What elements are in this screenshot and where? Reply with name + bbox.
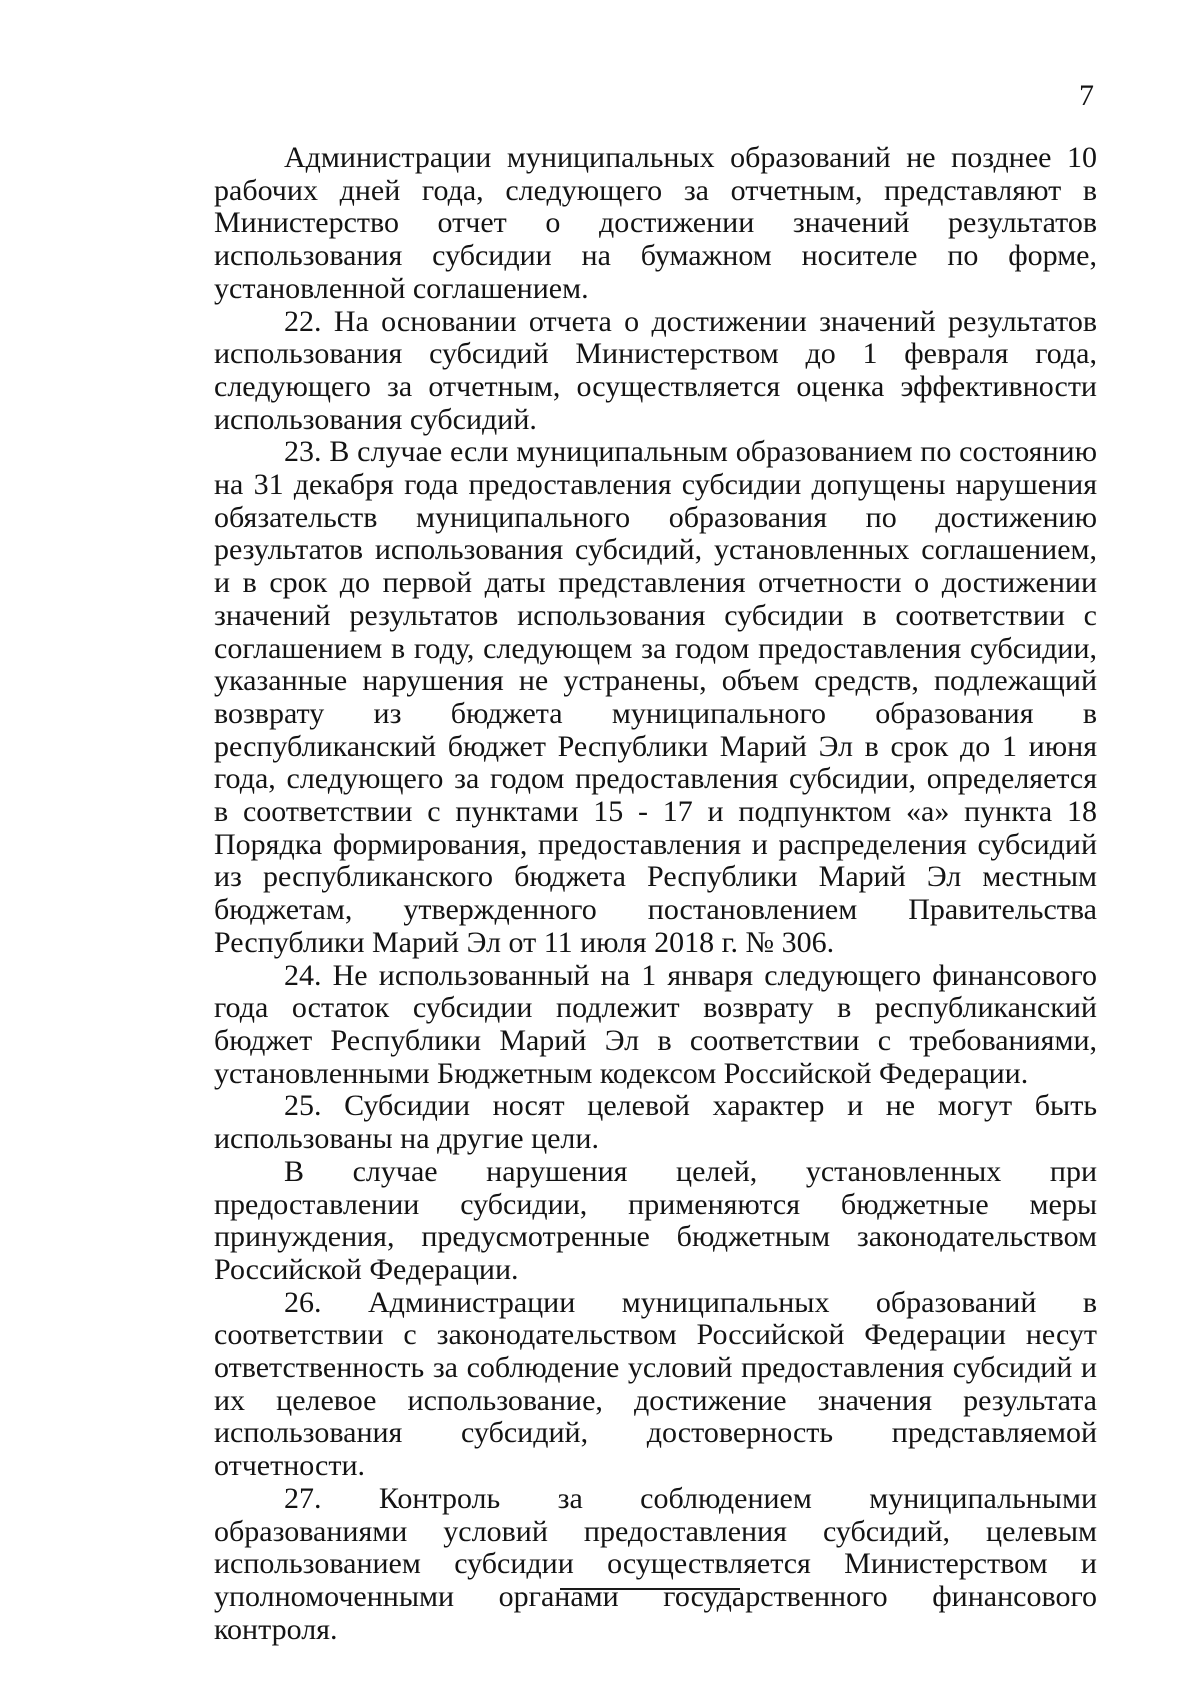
paragraph-reporting-deadline: Администрации муниципальных образований не позднее 10 рабочих дней года, следующего за отчетным, представляют в Министерство отчет о достижении значений результатов использования субсидии на бумажном носителе по форме, установленной соглашением.	[214, 141, 1097, 305]
end-divider-line	[560, 1588, 740, 1590]
paragraph-27: 27. Контроль за соблюдением муниципальными образованиями условий предоставления субсидий, целевым использованием субсидии осуществляется Министерством и уполномоченными органами государственного финансового контроля.	[214, 1481, 1097, 1646]
page-number: 7	[1079, 79, 1094, 112]
paragraph-violation-measures: В случае нарушения целей, установленных при предоставлении субсидии, применяются бюджетные меры принуждения, предусмотренные бюджетным законодательством Российской Федерации.	[214, 1154, 1097, 1286]
paragraph-26: 26. Администрации муниципальных образований в соответствии с законодательством Российской Федерации несут ответственность за соблюдение условий предоставления субсидий и их целевое использование, достижение значения результата использования субсидий, достоверность представляемой отчетности.	[214, 1285, 1097, 1483]
document-body	[214, 142, 1097, 1646]
paragraph-24: 24. Не использованный на 1 января следующего финансового года остаток субсидии подлежит возврату в республиканский бюджет Республики Марий Эл в соответствии с требованиями, установленными Бюджетным кодексом Российской Федерации.	[214, 958, 1097, 1090]
paragraph-22: 22. На основании отчета о достижении значений результатов использования субсидий Министерством до 1 февраля года, следующего за отчетным, осуществляется оценка эффективности использования субсидий.	[214, 304, 1097, 436]
paragraph-25: 25. Субсидии носят целевой характер и не могут быть использованы на другие цели.	[214, 1089, 1097, 1156]
paragraph-23: 23. В случае если муниципальным образованием по состоянию на 31 декабря года предоставления субсидии допущены нарушения обязательств муниципального образования по достижению результатов использования субсидий, установленных соглашением, и в срок до первой даты представления отчетности о достижении значений результатов использования субсидии в соответствии с соглашением в году, следующем за годом предоставления субсидии, указанные нарушения не устранены, объем средств, подлежащий возврату из бюджета муниципального образования в республиканский бюджет Республики Марий Эл в срок до 1 июня года, следующего за годом предоставления субсидии, определяется в соответствии с пунктами 15 - 17 и подпунктом «а» пункта 18 Порядка формирования, предоставления и распределения субсидий из республиканского бюджета Республики Марий Эл местным бюджетам, утвержденного постановлением Правительства Республики Марий Эл от 11 июля 2018 г. № 306.	[214, 435, 1097, 959]
